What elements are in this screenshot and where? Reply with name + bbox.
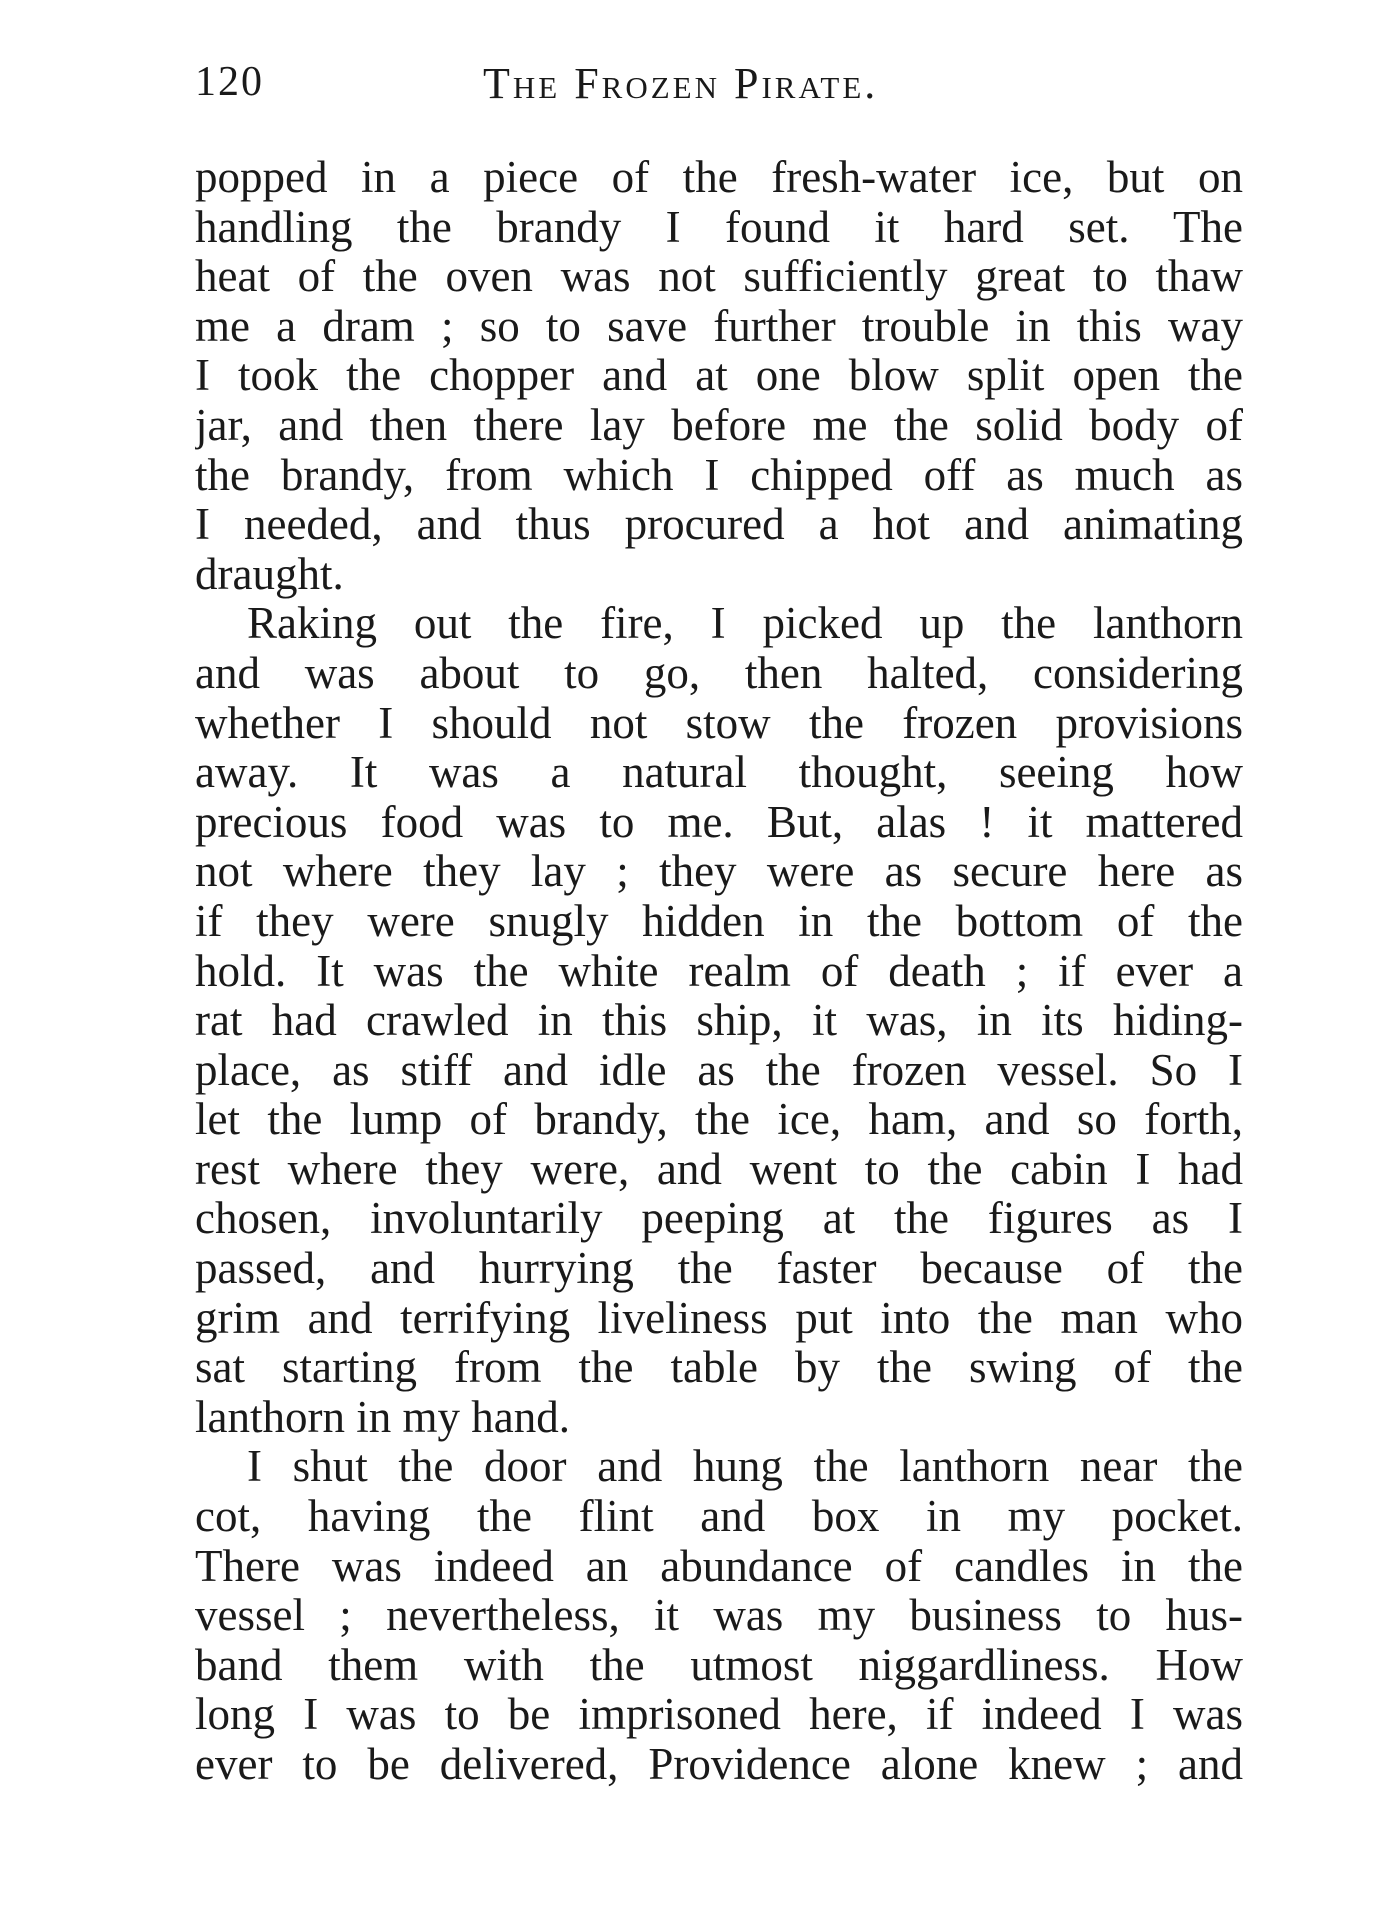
page-number: 120 — [195, 59, 264, 105]
text-line: chosen, involuntarily peeping at the figures as I — [195, 1194, 1243, 1244]
text-line: passed, and hurrying the faster because of the — [195, 1244, 1243, 1294]
text-line: and was about to go, then halted, considering — [195, 648, 1243, 698]
text-line: me a dram ; so to save further trouble in this way — [195, 301, 1243, 351]
text-line: let the lump of brandy, the ice, ham, and so forth, — [195, 1095, 1243, 1145]
text-line: lanthorn in my hand. — [195, 1392, 570, 1442]
text-line: precious food was to me. But, alas ! it mattered — [195, 797, 1243, 847]
text-line: if they were snugly hidden in the bottom of the — [195, 896, 1243, 946]
text-line: heat of the oven was not sufficiently great to thaw — [195, 252, 1243, 302]
text-line: rat had crawled in this ship, it was, in its hiding- — [195, 996, 1243, 1046]
text-line: ever to be delivered, Providence alone knew ; and — [195, 1740, 1243, 1789]
text-line: vessel ; nevertheless, it was my business to hus- — [195, 1591, 1243, 1641]
paragraph — [195, 1442, 1243, 1789]
text-line: rest where they were, and went to the cabin I had — [195, 1144, 1243, 1194]
text-line: There was indeed an abundance of candles in the — [195, 1541, 1243, 1591]
text-line: hold. It was the white realm of death ; if ever a — [195, 946, 1243, 996]
text-line: not where they lay ; they were as secure here as — [195, 847, 1243, 897]
text-line: place, as stiff and idle as the frozen vessel. So I — [195, 1045, 1243, 1095]
text-line: handling the brandy I found it hard set. The — [195, 202, 1243, 252]
running-title: The Frozen Pirate. — [483, 59, 879, 108]
text-line: band them with the utmost niggardliness. How — [195, 1640, 1243, 1690]
text-line: popped in a piece of the fresh-water ice, but on — [195, 153, 1243, 202]
text-line: away. It was a natural thought, seeing how — [195, 748, 1243, 798]
running-header — [195, 58, 1245, 118]
text-line: I took the chopper and at one blow split open the — [195, 351, 1243, 401]
paragraph — [195, 599, 1243, 1442]
paragraph — [195, 153, 1243, 599]
text-line: sat starting from the table by the swing of the — [195, 1343, 1243, 1393]
text-line: the brandy, from which I chipped off as much as — [195, 450, 1243, 500]
text-line: cot, having the flint and box in my pocket. — [195, 1492, 1243, 1542]
text-line: long I was to be imprisoned here, if indeed I was — [195, 1690, 1243, 1740]
text-line: jar, and then there lay before me the solid body of — [195, 400, 1243, 450]
text-line: draught. — [195, 549, 344, 599]
page-body — [195, 153, 1243, 1790]
text-line: whether I should not stow the frozen provisions — [195, 698, 1243, 748]
text-line: I shut the door and hung the lanthorn near the — [247, 1442, 1243, 1492]
text-line: grim and terrifying liveliness put into the man who — [195, 1293, 1243, 1343]
text-line: I needed, and thus procured a hot and animating — [195, 500, 1243, 550]
text-line: Raking out the fire, I picked up the lanthorn — [247, 599, 1243, 649]
